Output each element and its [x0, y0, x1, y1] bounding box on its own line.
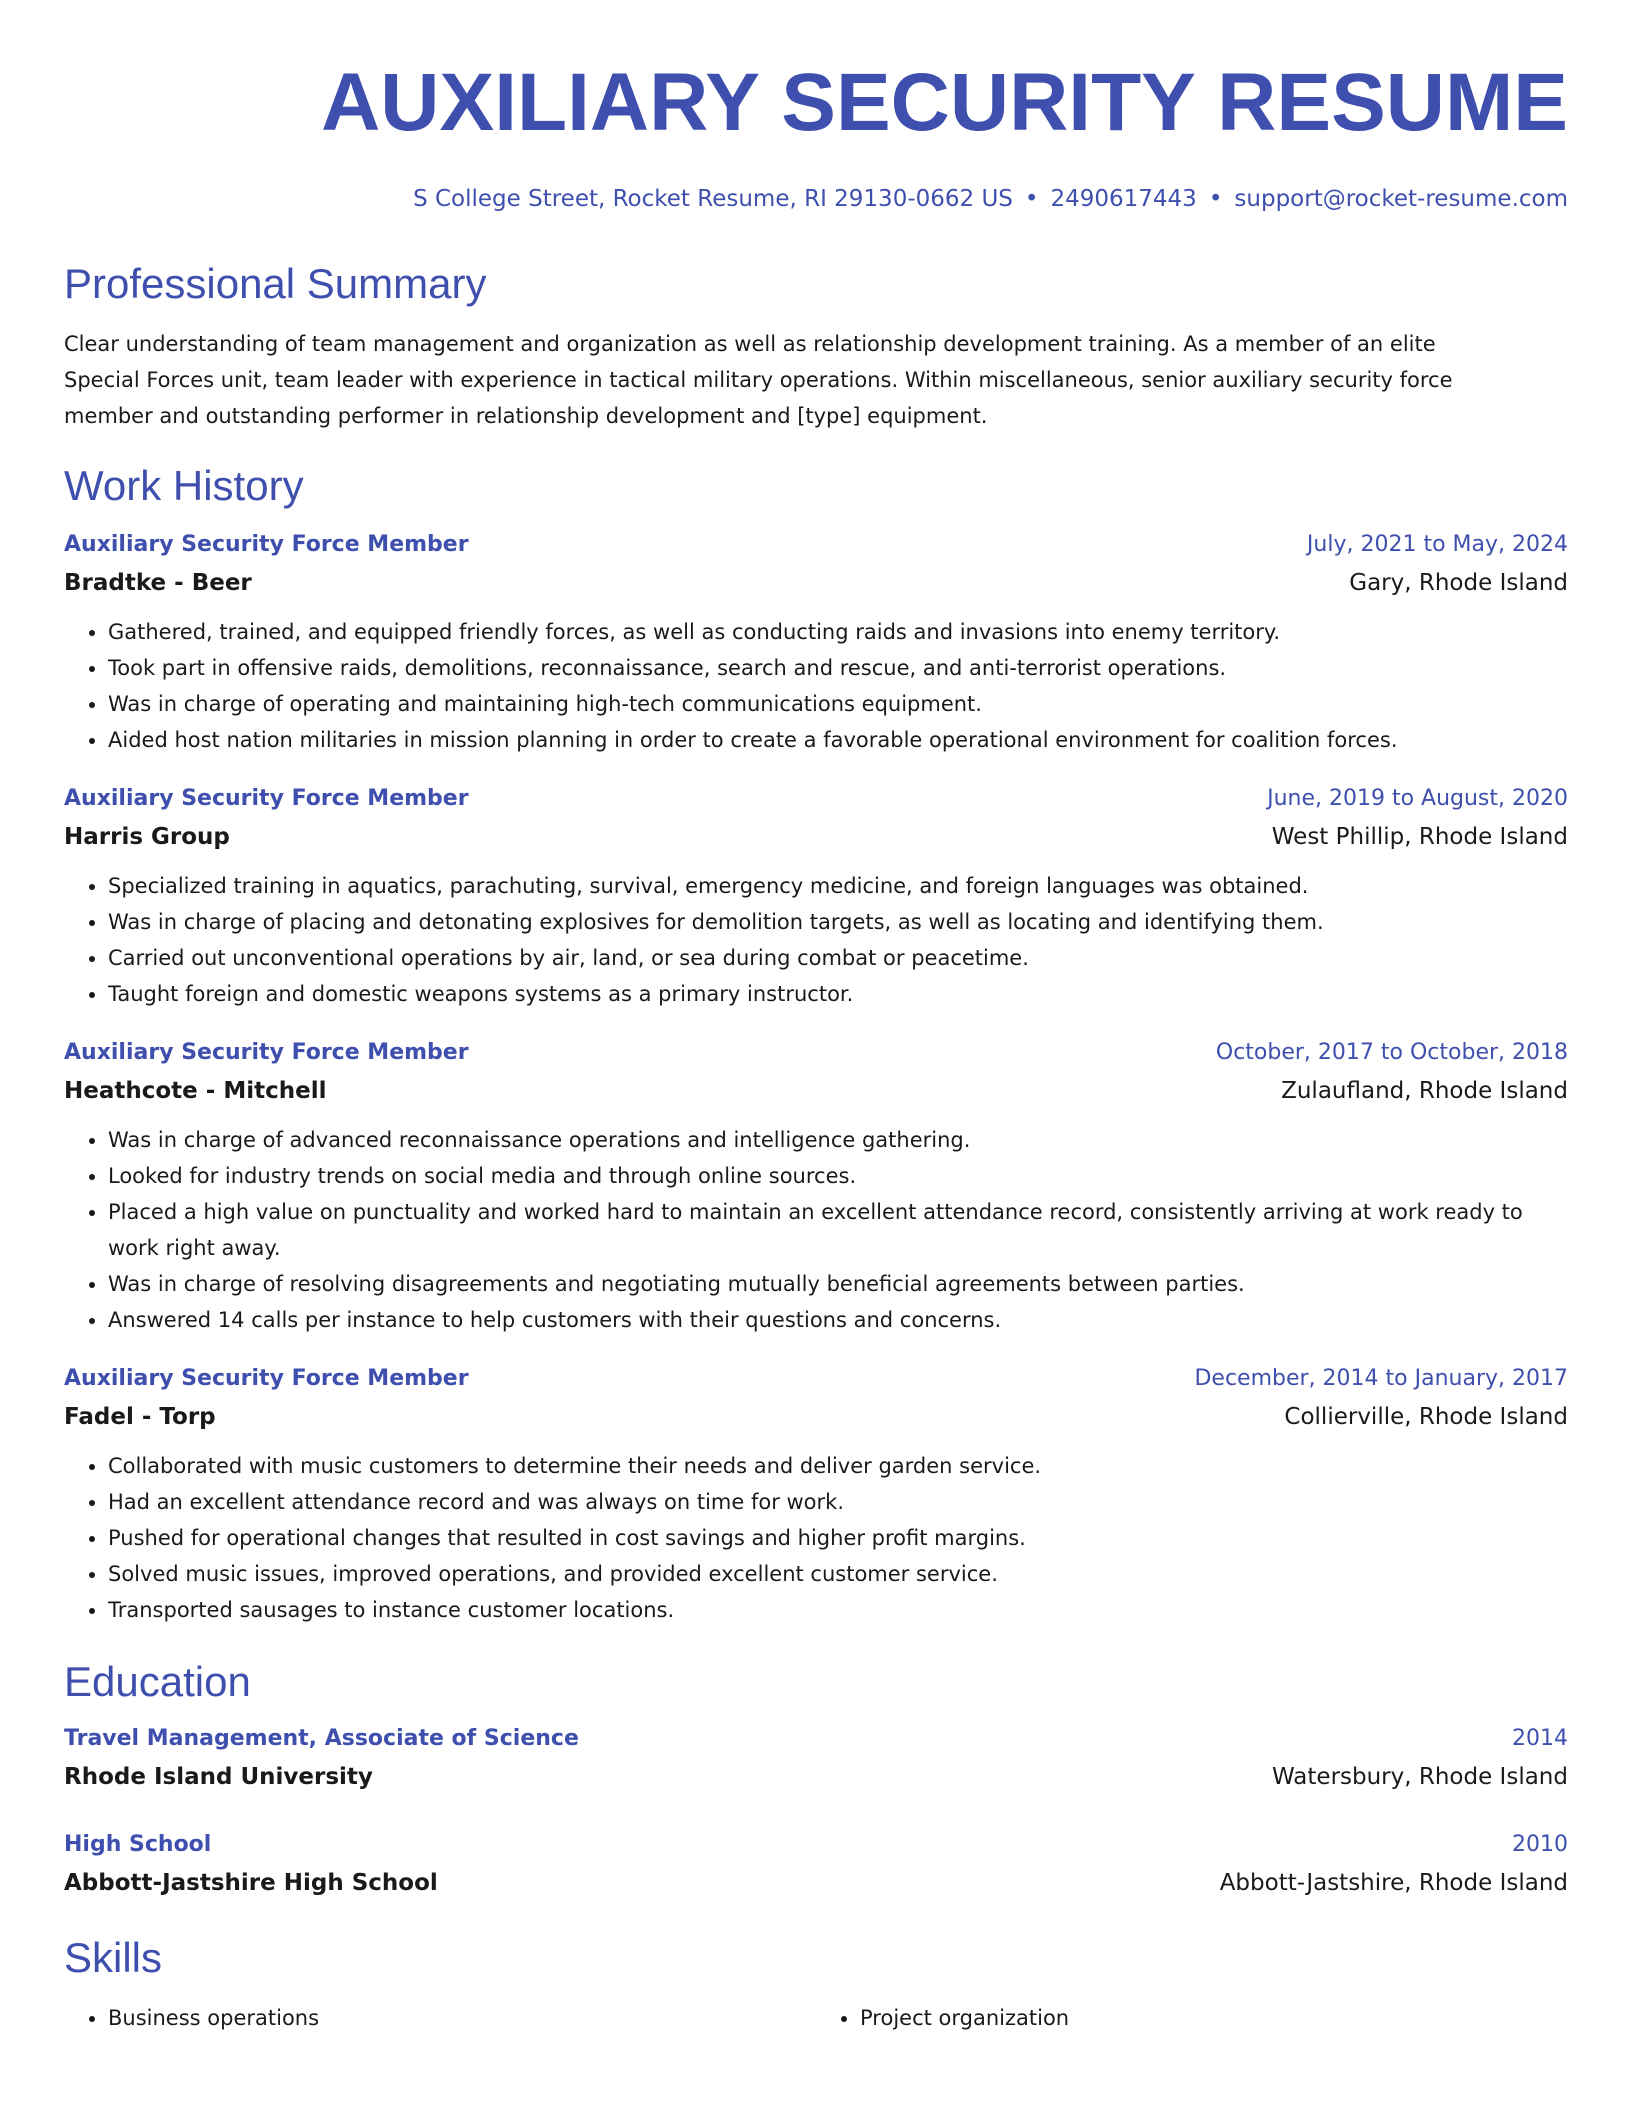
list-item: • Business operations: [108, 2000, 816, 2036]
list-item: • Was in charge of resolving disagreements and negotiating mutually beneficial agreements between parties.: [108, 1266, 1568, 1302]
education-entry: [64, 1826, 1568, 1902]
skills-list: [64, 2000, 1568, 2036]
skills-column-left: [64, 2000, 816, 2036]
list-item: • Was in charge of operating and maintaining high-tech communications equipment.: [108, 686, 1568, 722]
contact-phone: 2490617443: [1050, 186, 1197, 212]
education-heading: Education: [64, 1658, 251, 1705]
list-item: • Was in charge of placing and detonating explosives for demolition targets, as well as locating and identifying them.: [108, 904, 1568, 940]
summary-text: Clear understanding of team management and organization as well as relationship development training. As a member of an elite Special Forces unit, team leader with experience in tactical military operations. Within miscellaneous, senior auxiliary security force member and outstanding performer in relationship development and [type] equipment.: [64, 332, 1453, 428]
list-item: • Project organization: [860, 2000, 1568, 2036]
job-company: Harris Group: [64, 824, 230, 850]
job-bullets: [64, 614, 1568, 758]
contact-address: S College Street, Rocket Resume, RI 29130-0662 US: [413, 186, 1013, 212]
list-item: • Pushed for operational changes that resulted in cost savings and higher profit margins.: [108, 1520, 1568, 1556]
list-item: • Carried out unconventional operations by air, land, or sea during combat or peacetime.: [108, 940, 1568, 976]
job-bullets: [64, 868, 1568, 1012]
contact-email[interactable]: support@rocket-resume.com: [1234, 186, 1568, 212]
job-role: Auxiliary Security Force Member: [64, 786, 469, 811]
education-location: Watersbury, Rhode Island: [1272, 1764, 1568, 1790]
job-bullets: [64, 1122, 1568, 1338]
job-role: Auxiliary Security Force Member: [64, 1366, 469, 1391]
education-location: Abbott-Jastshire, Rhode Island: [1219, 1870, 1568, 1896]
summary-heading: Professional Summary: [64, 260, 487, 307]
job-entry: [64, 526, 1568, 758]
job-company: Bradtke - Beer: [64, 570, 252, 596]
resume-header: [64, 0, 1568, 216]
job-location: Gary, Rhode Island: [1349, 570, 1568, 596]
list-item: • Had an excellent attendance record and was always on time for work.: [108, 1484, 1568, 1520]
list-item: • Specialized training in aquatics, parachuting, survival, emergency medicine, and foreign languages was obtained.: [108, 868, 1568, 904]
job-dates: October, 2017 to October, 2018: [1215, 1040, 1568, 1065]
list-item: • Collaborated with music customers to determine their needs and deliver garden service.: [108, 1448, 1568, 1484]
job-role: Auxiliary Security Force Member: [64, 1040, 469, 1065]
resume-title: AUXILIARY SECURITY RESUME: [321, 57, 1568, 148]
job-location: West Phillip, Rhode Island: [1271, 824, 1568, 850]
list-item: • Taught foreign and domestic weapons systems as a primary instructor.: [108, 976, 1568, 1012]
education-degree: High School: [64, 1832, 212, 1857]
list-item: • Looked for industry trends on social media and through online sources.: [108, 1158, 1568, 1194]
list-item: • Placed a high value on punctuality and worked hard to maintain an excellent attendance record, consistently arriving at work ready to work right away.: [108, 1194, 1568, 1266]
job-entry: [64, 1034, 1568, 1338]
job-role: Auxiliary Security Force Member: [64, 532, 469, 557]
skills-column-right: [816, 2000, 1568, 2036]
education-year: 2014: [1512, 1726, 1568, 1751]
list-item: • Answered 14 calls per instance to help customers with their questions and concerns.: [108, 1302, 1568, 1338]
work-history-heading: Work History: [64, 462, 304, 509]
list-item: • Gathered, trained, and equipped friendly forces, as well as conducting raids and invasions into enemy territory.: [108, 614, 1568, 650]
job-company: Fadel - Torp: [64, 1404, 216, 1430]
job-entry: [64, 1360, 1568, 1628]
skills-heading: Skills: [64, 1934, 163, 1981]
list-item: • Took part in offensive raids, demolitions, reconnaissance, search and rescue, and anti-terrorist operations.: [108, 650, 1568, 686]
job-bullets: [64, 1448, 1568, 1628]
contact-line: [64, 182, 1568, 216]
list-item: • Transported sausages to instance customer locations.: [108, 1592, 1568, 1628]
job-location: Collierville, Rhode Island: [1284, 1404, 1568, 1430]
job-dates: June, 2019 to August, 2020: [1267, 786, 1568, 811]
education-year: 2010: [1512, 1832, 1568, 1857]
job-location: Zulaufland, Rhode Island: [1281, 1078, 1568, 1104]
contact-separator: •: [1024, 186, 1039, 212]
list-item: • Solved music issues, improved operations, and provided excellent customer service.: [108, 1556, 1568, 1592]
education-entry: [64, 1720, 1568, 1796]
contact-separator: •: [1208, 186, 1223, 212]
list-item: • Aided host nation militaries in mission planning in order to create a favorable operational environment for coalition forces.: [108, 722, 1568, 758]
list-item: • Was in charge of advanced reconnaissance operations and intelligence gathering.: [108, 1122, 1568, 1158]
education-school: Abbott-Jastshire High School: [64, 1870, 438, 1896]
job-company: Heathcote - Mitchell: [64, 1078, 327, 1104]
job-dates: July, 2021 to May, 2024: [1306, 532, 1568, 557]
job-entry: [64, 780, 1568, 1012]
job-dates: December, 2014 to January, 2017: [1194, 1366, 1568, 1391]
education-degree: Travel Management, Associate of Science: [64, 1726, 579, 1751]
education-school: Rhode Island University: [64, 1764, 373, 1790]
